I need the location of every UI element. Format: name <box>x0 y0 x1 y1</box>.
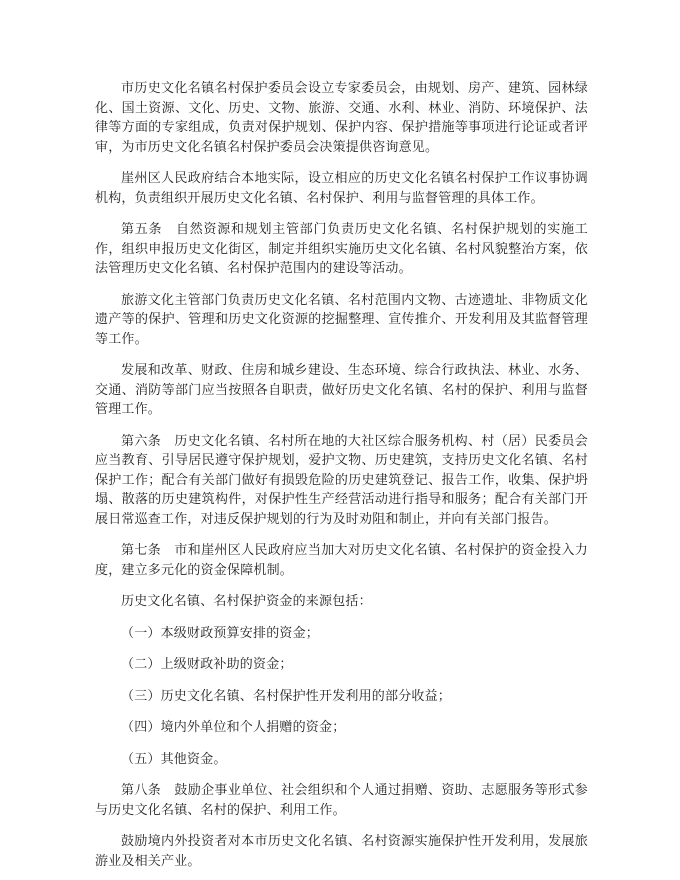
document-body <box>95 78 588 870</box>
paragraph-funding-sources-intro: 历史文化名镇、名村保护资金的来源包括： <box>121 593 372 608</box>
paragraph-article-6: 第六条 历史文化名镇、名村所在地的大社区综合服务机构、村（居）民委员会应当教育、引导居民遵守保护规划，爱护文物、历史建筑，支持历史文化名镇、名村保护工作；配合有关部门做好有损毁危险的历史建筑登记、报告工作，收集、保护坍塌、散落的历史建筑构件，对保护性生产经营活动进行指导和服务；配合有关部门开展日常巡查工作，对违反保护规划的行为及时劝阻和制止，并向有关部门报告。 <box>95 432 588 526</box>
list-item-funding-1: （一）本级财政预算安排的资金； <box>121 624 320 640</box>
paragraph-article-5: 第五条 自然资源和规划主管部门负责历史文化名镇、名村保护规划的实施工作，组织申报历史文化街区，制定并组织实施历史文化名镇、名村风貌整治方案，依法管理历史文化名镇、名村保护范围内的建设等活动。 <box>95 221 588 275</box>
paragraph-article-7: 第七条 市和崖州区人民政府应当加大对历史文化名镇、名村保护的资金投入力度，建立多元化的资金保障机制。 <box>95 542 588 577</box>
paragraph-article-8: 第八条 鼓励企事业单位、社会组织和个人通过捐赠、资助、志愿服务等形式参与历史文化名镇、名村的保护、利用工作。 <box>95 782 588 817</box>
list-item-funding-3: （三）历史文化名镇、名村保护性开发利用的部分收益； <box>121 687 452 703</box>
list-item-funding-4: （四）境内外单位和个人捐赠的资金； <box>121 719 346 734</box>
paragraph-yazhou-district: 崖州区人民政府结合本地实际，设立相应的历史文化名镇名村保护工作议事协调机构，负责组织开展历史文化名镇、名村保护、利用与监督管理的具体工作。 <box>95 170 588 205</box>
paragraph-tourism-culture-dept: 旅游文化主管部门负责历史文化名镇、名村范围内文物、古迹遗址、非物质文化遗产等的保护、管理和历史文化资源的挖掘整理、宣传推介、开发利用及其监督管理等工作。 <box>95 291 588 346</box>
list-item-funding-5: （五）其他资金。 <box>121 750 227 766</box>
list-item-funding-2: （二）上级财政补助的资金； <box>121 656 293 671</box>
paragraph-other-departments: 发展和改革、财政、住房和城乡建设、生态环境、综合行政执法、林业、水务、交通、消防等部门应当按照各自职责，做好历史文化名镇、名村的保护、利用与监督管理工作。 <box>95 362 588 416</box>
paragraph-committee-experts: 市历史文化名镇名村保护委员会设立专家委员会，由规划、房产、建筑、园林绿化、国土资源、文化、历史、文物、旅游、交通、水利、林业、消防、环境保护、法律等方面的专家组成，负责对保护规划、保护内容、保护措施等事项进行论证或者评审，为市历史文化名镇名村保护委员会决策提供咨询意见。 <box>95 80 588 154</box>
paragraph-investment-encouragement: 鼓励境内外投资者对本市历史文化名镇、名村资源实施保护性开发利用，发展旅游业及相关产业。 <box>95 833 588 868</box>
